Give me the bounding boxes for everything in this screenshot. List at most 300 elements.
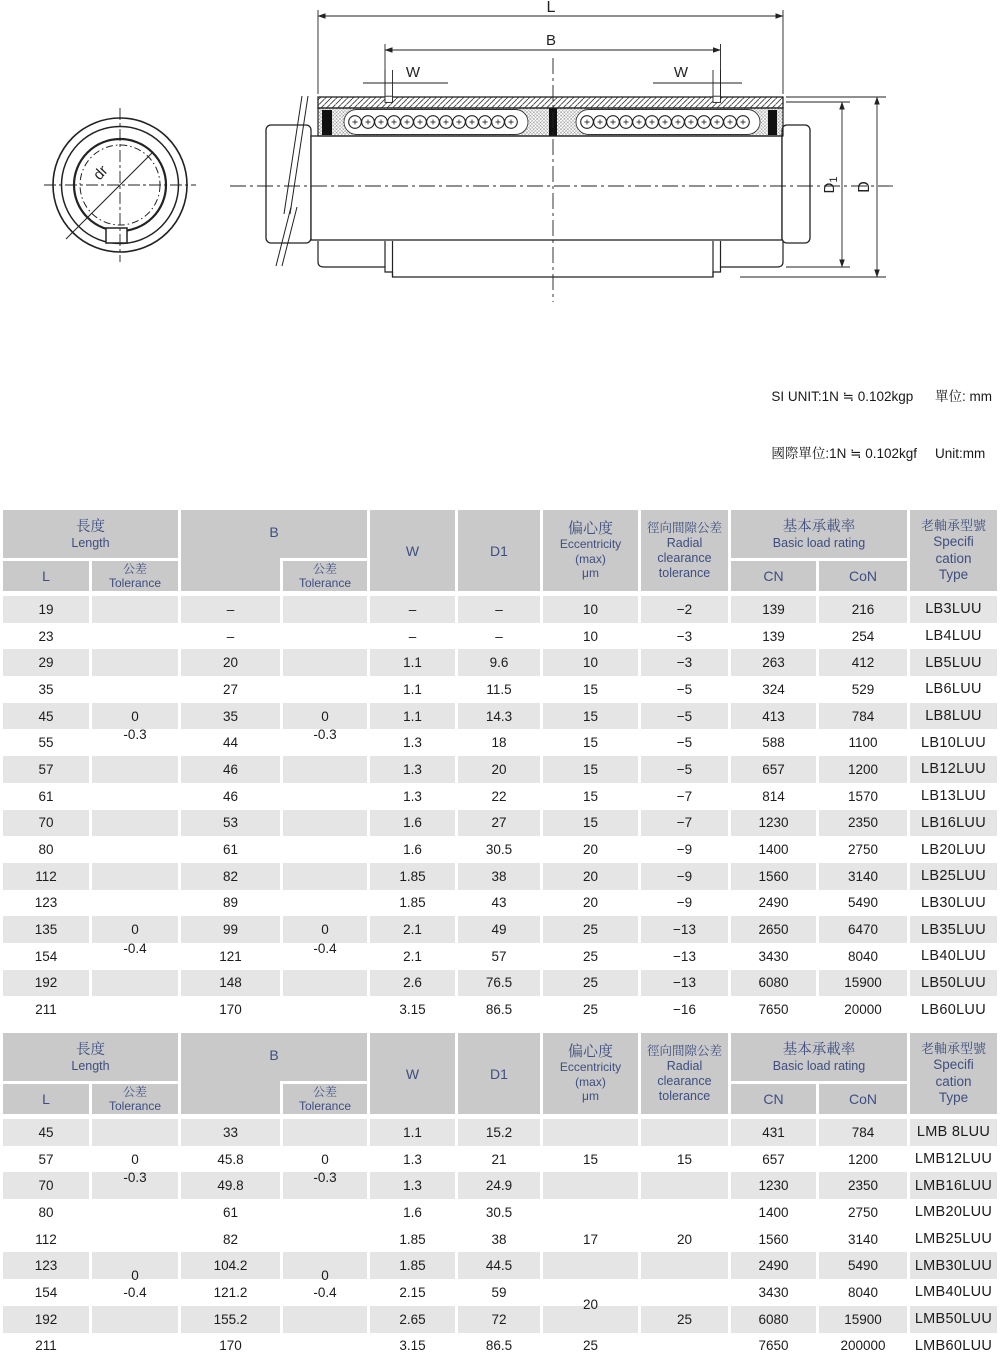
table-cell: 104.2 xyxy=(181,1252,280,1279)
header-eccentricity: 偏心度 Eccentricity (max) μm xyxy=(543,510,638,591)
table-cell: −7 xyxy=(641,783,728,810)
table-cell: LMB50LUU xyxy=(910,1306,997,1333)
table-cell: 61 xyxy=(181,836,280,863)
table-cell: 49 xyxy=(458,916,540,943)
table-cell: 72 xyxy=(458,1306,540,1333)
table-cell: 657 xyxy=(731,756,816,783)
table-cell: 15900 xyxy=(819,970,907,997)
table-cell: LB6LUU xyxy=(910,676,997,703)
table-cell: 61 xyxy=(181,1199,280,1226)
table-cell: −2 xyxy=(641,596,728,623)
table-cell xyxy=(283,756,367,783)
table-cell: – xyxy=(181,623,280,650)
table-cell: 15 xyxy=(543,1146,638,1173)
end-view xyxy=(44,108,196,262)
header-b: B xyxy=(181,510,367,591)
table-cell: 1.3 xyxy=(370,1146,455,1173)
table-cell: 0 xyxy=(92,1146,178,1173)
table-cell: 20 xyxy=(181,649,280,676)
table-cell: 45 xyxy=(3,703,89,730)
table-cell: 1.1 xyxy=(370,1119,455,1146)
table-row xyxy=(0,970,1000,997)
table-cell: LMB16LUU xyxy=(910,1172,997,1199)
table-cell: 431 xyxy=(731,1119,816,1146)
table-cell: 588 xyxy=(731,729,816,756)
housing-lower xyxy=(318,241,783,277)
table-cell xyxy=(641,1333,728,1359)
table-cell: 57 xyxy=(458,943,540,970)
table-cell: LB20LUU xyxy=(910,836,997,863)
unit-note xyxy=(0,349,1000,501)
table-cell xyxy=(641,1199,728,1226)
table-cell: 9.6 xyxy=(458,649,540,676)
header-l-tolerance: 公差 Tolerance xyxy=(92,1084,178,1114)
table-cell xyxy=(283,596,367,623)
table-cell xyxy=(641,1119,728,1146)
table-cell: 21 xyxy=(458,1146,540,1173)
header-d1: D1 xyxy=(458,1033,540,1114)
table-cell: 657 xyxy=(731,1146,816,1173)
table-row xyxy=(0,756,1000,783)
table-cell: 0 xyxy=(283,1252,367,1279)
table-cell: 45.8 xyxy=(181,1146,280,1173)
table-cell: 8040 xyxy=(819,943,907,970)
table-cell: 0 xyxy=(283,703,367,730)
table-cell: 2.6 xyxy=(370,970,455,997)
table-cell xyxy=(283,970,367,997)
table-cell: 99 xyxy=(181,916,280,943)
table-cell: 112 xyxy=(3,863,89,890)
table-cell xyxy=(92,623,178,650)
table-cell: 3140 xyxy=(819,863,907,890)
table-cell: 6080 xyxy=(731,970,816,997)
table-cell xyxy=(283,836,367,863)
header-w: W xyxy=(370,1033,455,1114)
table-cell: 55 xyxy=(3,729,89,756)
table-cell xyxy=(92,810,178,837)
table-cell: 5490 xyxy=(819,1252,907,1279)
header-b-tolerance: 公差 Tolerance xyxy=(280,1081,367,1114)
table-row xyxy=(0,649,1000,676)
table-cell: 1.85 xyxy=(370,863,455,890)
table-cell: -0.4 xyxy=(283,1279,367,1306)
table-cell: LMB60LUU xyxy=(910,1333,997,1359)
table-cell xyxy=(92,890,178,917)
table-cell: 2.1 xyxy=(370,943,455,970)
table-cell: LB40LUU xyxy=(910,943,997,970)
table-cell xyxy=(543,1252,638,1279)
table-cell: 1.1 xyxy=(370,649,455,676)
header-radial-clearance: 徑向間隙公差 Radial clearance tolerance xyxy=(641,510,728,591)
table-row xyxy=(0,1119,1000,1146)
table-cell: −5 xyxy=(641,729,728,756)
header-b-tolerance: 公差 Tolerance xyxy=(280,558,367,591)
table-cell: −9 xyxy=(641,890,728,917)
table-cell: 33 xyxy=(181,1119,280,1146)
table-cell: 15 xyxy=(543,756,638,783)
table-cell xyxy=(92,996,178,1023)
table-cell: 7650 xyxy=(731,1333,816,1359)
table-cell: LB4LUU xyxy=(910,623,997,650)
table-row xyxy=(0,916,1000,943)
table-cell: 20 xyxy=(543,863,638,890)
table-cell: −3 xyxy=(641,623,728,650)
table-cell: 1560 xyxy=(731,863,816,890)
table-cell: LB8LUU xyxy=(910,703,997,730)
table-row xyxy=(0,623,1000,650)
table-cell xyxy=(92,596,178,623)
table-cell: LB13LUU xyxy=(910,783,997,810)
table-row xyxy=(0,890,1000,917)
table-cell: 0 xyxy=(92,1252,178,1279)
groove-right xyxy=(713,96,721,102)
lb-series-rows xyxy=(0,596,1000,1023)
table-cell: 10 xyxy=(543,649,638,676)
table-cell xyxy=(92,649,178,676)
table-cell: 784 xyxy=(819,703,907,730)
table-cell: 1.6 xyxy=(370,1199,455,1226)
table-cell: 20 xyxy=(458,756,540,783)
table-cell: 413 xyxy=(731,703,816,730)
table-cell: 0 xyxy=(92,703,178,730)
table-cell: 1.6 xyxy=(370,810,455,837)
table-cell: 3.15 xyxy=(370,996,455,1023)
table-row xyxy=(0,783,1000,810)
table-cell: LB5LUU xyxy=(910,649,997,676)
table-cell: 192 xyxy=(3,1306,89,1333)
table-cell xyxy=(92,1226,178,1253)
table-cell: 3430 xyxy=(731,943,816,970)
table-cell: 25 xyxy=(543,1333,638,1359)
table-cell: 529 xyxy=(819,676,907,703)
table-cell: 1.6 xyxy=(370,836,455,863)
dim-W-right xyxy=(653,70,742,96)
table-cell: −9 xyxy=(641,863,728,890)
table-cell: 0 xyxy=(92,916,178,943)
table-cell: 80 xyxy=(3,1199,89,1226)
table-cell: 0 xyxy=(283,916,367,943)
header-d1: D1 xyxy=(458,510,540,591)
table-cell: 1230 xyxy=(731,1172,816,1199)
table-cell: −5 xyxy=(641,703,728,730)
table-cell: 19 xyxy=(3,596,89,623)
table-cell: LB16LUU xyxy=(910,810,997,837)
table-cell: 1.3 xyxy=(370,756,455,783)
table-cell xyxy=(641,1252,728,1279)
header-eccentricity: 偏心度 Eccentricity (max) μm xyxy=(543,1033,638,1114)
table-cell: 170 xyxy=(181,996,280,1023)
table-cell: 10 xyxy=(543,623,638,650)
header-basic-load-rating: 基本承載率 Basic load rating xyxy=(731,510,907,558)
table-cell: −3 xyxy=(641,649,728,676)
table-cell: 17 xyxy=(543,1226,638,1253)
table-cell: −13 xyxy=(641,970,728,997)
table-cell: 1200 xyxy=(819,756,907,783)
table-cell: 154 xyxy=(3,1279,89,1306)
table-cell: −7 xyxy=(641,810,728,837)
table-cell: 20 xyxy=(543,890,638,917)
dim-label-D: D xyxy=(856,181,873,193)
table-row xyxy=(0,1306,1000,1333)
table-cell: 123 xyxy=(3,1252,89,1279)
table-cell: 61 xyxy=(3,783,89,810)
table-cell: 7650 xyxy=(731,996,816,1023)
header-con: CoN xyxy=(819,1084,907,1114)
table-cell: 1.85 xyxy=(370,1252,455,1279)
table-cell: 254 xyxy=(819,623,907,650)
table-cell: LMB40LUU xyxy=(910,1279,997,1306)
header-specification-type: 老軸承型號 Specifi cation Type xyxy=(910,1033,997,1114)
table-cell: 23 xyxy=(3,623,89,650)
table-row xyxy=(0,1252,1000,1279)
table-cell: 2490 xyxy=(731,890,816,917)
lmb-series-rows xyxy=(0,1119,1000,1359)
table-cell: 86.5 xyxy=(458,996,540,1023)
table-cell: -0.4 xyxy=(92,1279,178,1306)
table-cell xyxy=(283,623,367,650)
table-cell xyxy=(543,1199,638,1226)
table-cell: 11.5 xyxy=(458,676,540,703)
table-cell xyxy=(92,836,178,863)
table-cell: 22 xyxy=(458,783,540,810)
table-cell: 43 xyxy=(458,890,540,917)
table-cell: 70 xyxy=(3,810,89,837)
table-cell: LMB 8LUU xyxy=(910,1119,997,1146)
shaft-body xyxy=(311,136,782,240)
table-cell: 155.2 xyxy=(181,1306,280,1333)
table-cell xyxy=(283,1226,367,1253)
table-cell xyxy=(283,996,367,1023)
table-cell: 10 xyxy=(543,596,638,623)
table-row xyxy=(0,1146,1000,1173)
table-cell: LMB25LUU xyxy=(910,1226,997,1253)
table-cell xyxy=(641,1172,728,1199)
table-cell: −16 xyxy=(641,996,728,1023)
table-cell: 57 xyxy=(3,1146,89,1173)
table-cell xyxy=(543,1119,638,1146)
dim-label-W-left: W xyxy=(406,64,421,81)
table-cell: 15.2 xyxy=(458,1119,540,1146)
table-row xyxy=(0,1279,1000,1306)
table-cell: LB3LUU xyxy=(910,596,997,623)
table-cell: 2490 xyxy=(731,1252,816,1279)
dr-label: dr xyxy=(90,162,112,183)
table-cell: LB12LUU xyxy=(910,756,997,783)
table-cell xyxy=(92,1199,178,1226)
header-con: CoN xyxy=(819,561,907,591)
table-cell: -0.4 xyxy=(283,943,367,970)
table-cell: 20 xyxy=(543,1279,638,1306)
table-row xyxy=(0,1199,1000,1226)
table-cell: LB35LUU xyxy=(910,916,997,943)
table-row xyxy=(0,836,1000,863)
table-cell: 86.5 xyxy=(458,1333,540,1359)
table-cell: LMB20LUU xyxy=(910,1199,997,1226)
table-cell: -0.3 xyxy=(283,729,367,756)
table-cell: 14.3 xyxy=(458,703,540,730)
table-cell: 112 xyxy=(3,1226,89,1253)
table-cell: 20000 xyxy=(819,996,907,1023)
table-cell xyxy=(283,676,367,703)
table-cell xyxy=(283,863,367,890)
table-header xyxy=(0,1033,1000,1114)
table-row xyxy=(0,996,1000,1023)
table-cell: 82 xyxy=(181,1226,280,1253)
table-cell: −5 xyxy=(641,756,728,783)
dim-label-D1: $D_1$ xyxy=(821,177,840,194)
table-row xyxy=(0,596,1000,623)
header-length: 長度 Length xyxy=(3,1033,178,1081)
table-row xyxy=(0,1172,1000,1199)
table-cell: 27 xyxy=(181,676,280,703)
table-cell: 1200 xyxy=(819,1146,907,1173)
table-cell xyxy=(92,756,178,783)
table-cell: 45 xyxy=(3,1119,89,1146)
table-cell: 15 xyxy=(543,810,638,837)
table-cell xyxy=(283,1199,367,1226)
table-row xyxy=(0,1226,1000,1253)
table-cell: 38 xyxy=(458,1226,540,1253)
table-cell: 3140 xyxy=(819,1226,907,1253)
table-cell: 814 xyxy=(731,783,816,810)
dim-label-W-right: W xyxy=(674,64,689,81)
table-cell: – xyxy=(458,596,540,623)
table-cell: -0.3 xyxy=(283,1172,367,1199)
table-cell: 53 xyxy=(181,810,280,837)
table-cell: 57 xyxy=(3,756,89,783)
table-cell: −13 xyxy=(641,916,728,943)
seal-right xyxy=(768,110,777,135)
lb-series-table xyxy=(0,510,1000,1023)
seal-left xyxy=(322,110,332,135)
table-cell: 784 xyxy=(819,1119,907,1146)
dim-label-B: B xyxy=(546,32,556,49)
table-cell xyxy=(283,1119,367,1146)
table-cell: −9 xyxy=(641,836,728,863)
table-cell: 1100 xyxy=(819,729,907,756)
table-cell: LB60LUU xyxy=(910,996,997,1023)
table-cell: 30.5 xyxy=(458,1199,540,1226)
table-cell: 121 xyxy=(181,943,280,970)
table-cell: 216 xyxy=(819,596,907,623)
table-cell xyxy=(283,1333,367,1359)
table-cell: 15900 xyxy=(819,1306,907,1333)
table-cell: 44 xyxy=(181,729,280,756)
table-cell: 35 xyxy=(181,703,280,730)
table-cell: LB50LUU xyxy=(910,970,997,997)
table-cell: 1.85 xyxy=(370,890,455,917)
table-cell: 1230 xyxy=(731,810,816,837)
dim-label-L: L xyxy=(547,0,556,16)
table-cell: LMB12LUU xyxy=(910,1146,997,1173)
header-l: L xyxy=(3,561,89,591)
mm-unit-note: 單位: mm Unit:mm xyxy=(935,349,992,501)
table-cell xyxy=(283,649,367,676)
header-w: W xyxy=(370,510,455,591)
table-cell: 1.85 xyxy=(370,1226,455,1253)
table-cell: 3430 xyxy=(731,1279,816,1306)
table-cell: 170 xyxy=(181,1333,280,1359)
table-cell: 76.5 xyxy=(458,970,540,997)
table-cell: 1.1 xyxy=(370,703,455,730)
table-cell xyxy=(92,1333,178,1359)
table-cell: 89 xyxy=(181,890,280,917)
table-cell xyxy=(92,1119,178,1146)
table-row xyxy=(0,1333,1000,1359)
technical-drawing xyxy=(0,0,1000,345)
table-cell xyxy=(283,1306,367,1333)
table-cell: 20 xyxy=(543,836,638,863)
table-cell: 211 xyxy=(3,1333,89,1359)
table-cell: 25 xyxy=(543,970,638,997)
table-cell: LMB30LUU xyxy=(910,1252,997,1279)
table-cell xyxy=(92,863,178,890)
table-cell: 2650 xyxy=(731,916,816,943)
table-cell: 29 xyxy=(3,649,89,676)
table-cell xyxy=(92,783,178,810)
table-cell: 44.5 xyxy=(458,1252,540,1279)
table-cell: 412 xyxy=(819,649,907,676)
shaft-right-end xyxy=(782,125,810,243)
table-cell: -0.4 xyxy=(92,943,178,970)
table-row xyxy=(0,810,1000,837)
table-row xyxy=(0,943,1000,970)
table-cell: −5 xyxy=(641,676,728,703)
table-cell: LB10LUU xyxy=(910,729,997,756)
header-cn: CN xyxy=(731,561,816,591)
table-cell xyxy=(92,970,178,997)
table-cell: 46 xyxy=(181,783,280,810)
table-cell: 49.8 xyxy=(181,1172,280,1199)
table-cell: 1400 xyxy=(731,1199,816,1226)
table-cell: -0.3 xyxy=(92,1172,178,1199)
table-cell: 24.9 xyxy=(458,1172,540,1199)
table-cell: 0 xyxy=(283,1146,367,1173)
header-specification-type: 老軸承型號 Specifi cation Type xyxy=(910,510,997,591)
table-cell: – xyxy=(181,596,280,623)
table-cell xyxy=(543,1172,638,1199)
table-cell: – xyxy=(370,623,455,650)
table-cell: LB30LUU xyxy=(910,890,997,917)
table-cell: 15 xyxy=(543,783,638,810)
table-cell: 200000 xyxy=(819,1333,907,1359)
table-cell xyxy=(283,810,367,837)
table-cell: 15 xyxy=(543,676,638,703)
keyway xyxy=(106,228,127,243)
table-cell: 46 xyxy=(181,756,280,783)
table-cell: 324 xyxy=(731,676,816,703)
table-cell: 25 xyxy=(543,996,638,1023)
table-cell: – xyxy=(370,596,455,623)
table-cell: 1.3 xyxy=(370,729,455,756)
table-cell: 59 xyxy=(458,1279,540,1306)
table-cell: 2.15 xyxy=(370,1279,455,1306)
table-cell: 2.65 xyxy=(370,1306,455,1333)
table-cell: 80 xyxy=(3,836,89,863)
table-cell: 8040 xyxy=(819,1279,907,1306)
table-cell: 1400 xyxy=(731,836,816,863)
table-cell: 18 xyxy=(458,729,540,756)
table-cell: 82 xyxy=(181,863,280,890)
si-unit-note: SI UNIT:1N ≒ 0.102kgp 國際單位:1N ≒ 0.102kgf xyxy=(771,349,917,501)
table-cell: 35 xyxy=(3,676,89,703)
table-cell: 1.3 xyxy=(370,783,455,810)
table-cell: 1570 xyxy=(819,783,907,810)
table-cell: 6080 xyxy=(731,1306,816,1333)
table-cell: 121.2 xyxy=(181,1279,280,1306)
table-cell: 20 xyxy=(641,1226,728,1253)
lmb-series-table xyxy=(0,1033,1000,1359)
